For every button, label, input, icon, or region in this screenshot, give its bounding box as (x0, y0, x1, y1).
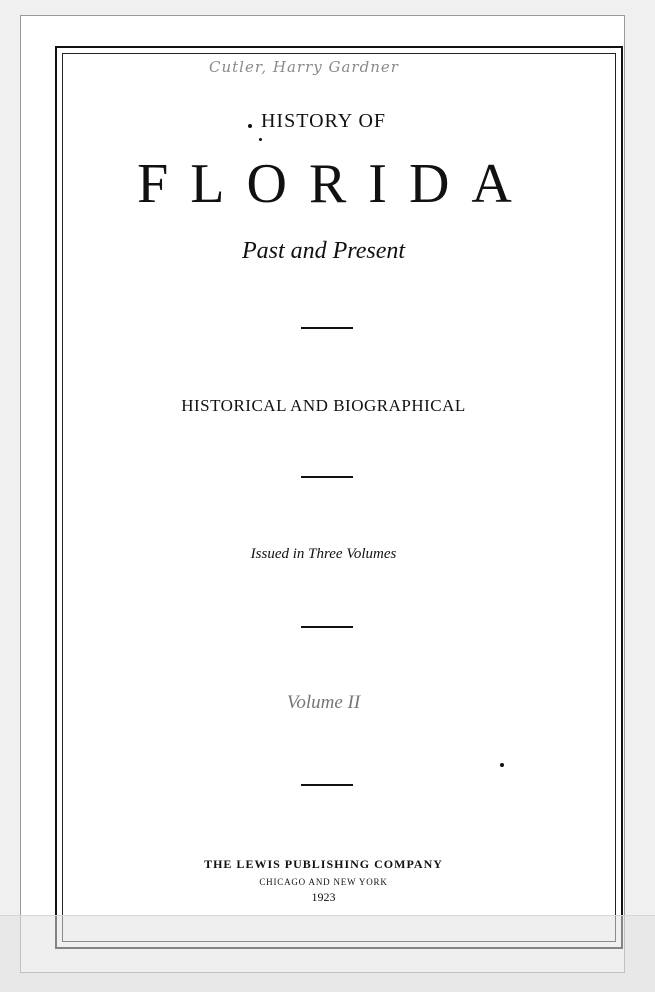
publication-year: 1923 (311, 890, 336, 904)
viewer-bottom-bar (0, 915, 655, 992)
section-label: HISTORICAL AND BIOGRAPHICAL (181, 396, 466, 415)
publisher-cities: CHICAGO AND NEW YORK (259, 877, 388, 887)
ink-speck (259, 138, 262, 141)
book-subtitle: Past and Present (241, 238, 406, 264)
heading-line: HISTORY OF (260, 110, 387, 132)
divider-rule (301, 327, 353, 329)
issued-note: Issued in Three Volumes (250, 546, 397, 562)
publisher-name: THE LEWIS PUBLISHING COMPANY (204, 857, 443, 871)
divider-rule (301, 626, 353, 628)
ink-speck (500, 763, 504, 767)
divider-rule (301, 784, 353, 786)
book-title: FLORIDA (137, 153, 534, 215)
handwritten-signature: Cutler, Harry Gardner (209, 58, 399, 76)
title-page (20, 15, 625, 973)
volume-label: Volume II (286, 692, 361, 713)
divider-rule (301, 476, 353, 478)
